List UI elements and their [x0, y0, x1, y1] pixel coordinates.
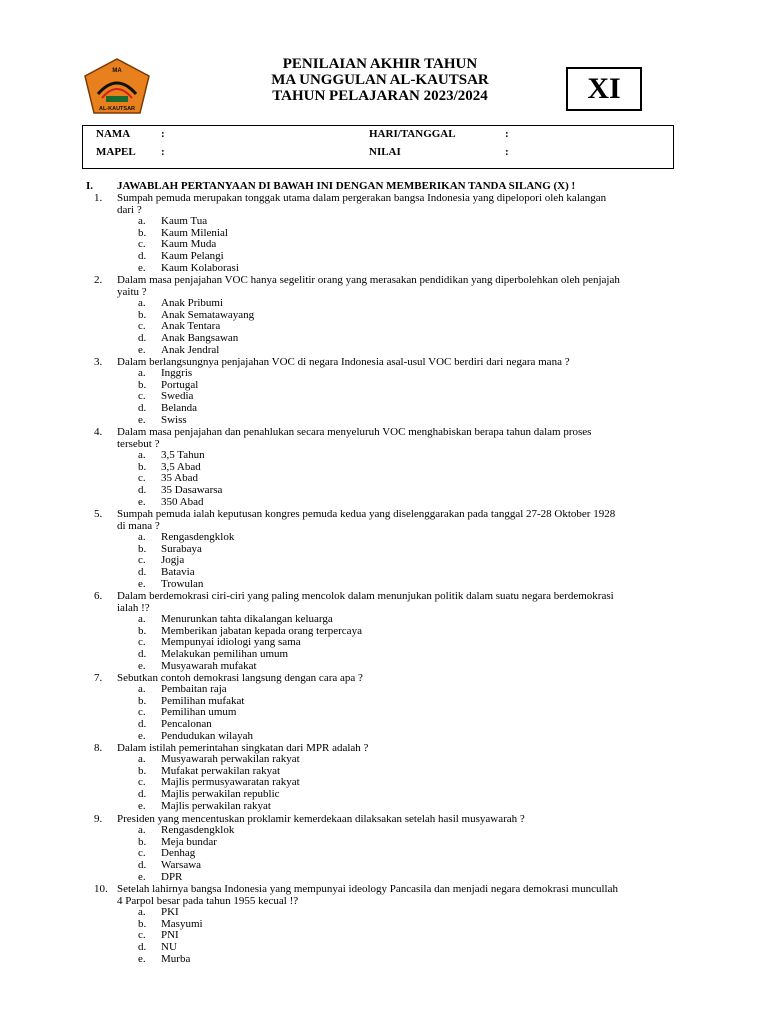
nilai-label: NILAI: [369, 146, 401, 158]
question-text-line: Sumpah pemuda ialah keputusan kongres pemuda kedua yang diselenggarakan pada tanggal 27-28 Oktober 1928: [117, 508, 616, 520]
option-letter: e.: [138, 413, 146, 426]
option-text: Belanda: [161, 402, 198, 415]
answer-option[interactable]: [94, 263, 694, 275]
option-text: Rengasdengklok: [161, 824, 235, 836]
question-item: [94, 590, 694, 672]
question-text: [117, 274, 694, 298]
option-letter: d.: [138, 941, 147, 954]
option-letter: b.: [138, 226, 147, 239]
answer-option[interactable]: [94, 860, 694, 872]
option-text: Mempunyai idiologi yang sama: [161, 636, 301, 649]
question-text-line: yaitu ?: [117, 286, 147, 298]
option-text: Warsawa: [161, 859, 202, 872]
question-text: [117, 192, 694, 216]
answer-option[interactable]: [94, 415, 694, 427]
section-instruction: JAWABLAH PERTANYAAN DI BAWAH INI DENGAN MEMBERIKAN TANDA SILANG (X) !: [117, 180, 576, 192]
option-letter: b.: [138, 460, 147, 473]
question-text-line: di mana ?: [117, 520, 160, 532]
question-text-line: Dalam berlangsungnya penjajahan VOC di negara Indonesia asal-usul VOC berdiri dari negara mana ?: [117, 356, 570, 368]
option-text: Anak Tentara: [161, 320, 221, 333]
title-line-1: PENILAIAN AKHIR TAHUN: [282, 56, 478, 72]
question-number: 3.: [94, 356, 103, 368]
option-letter: b.: [138, 542, 147, 555]
option-list: [94, 368, 694, 426]
option-text: 35 Abad: [161, 472, 198, 485]
option-letter: c.: [138, 847, 146, 860]
question-text-line: Setelah lahirnya bangsa Indonesia yang mempunyai ideology Pancasila dan menjadi negara demokrasi muncullah: [117, 883, 618, 895]
title-line-2: MA UNGGULAN AL-KAUTSAR: [271, 72, 489, 88]
school-logo: [84, 58, 150, 114]
answer-option[interactable]: [94, 661, 694, 673]
option-letter: d.: [138, 648, 147, 661]
option-text: Kaum Kolaborasi: [161, 261, 239, 274]
option-text: 35 Dasawarsa: [161, 484, 223, 497]
option-list: [94, 216, 694, 274]
option-text: Jogja: [161, 554, 185, 567]
option-letter: a.: [138, 906, 146, 918]
question-text-line: ialah !?: [117, 602, 150, 614]
option-text: 3,5 Tahun: [161, 449, 205, 461]
option-list: [94, 532, 694, 590]
question-number: 7.: [94, 672, 103, 684]
question-text-line: Dalam istilah pemerintahan singkatan dari MPR adalah ?: [117, 742, 369, 754]
option-letter: b.: [138, 378, 147, 391]
option-text: Kaum Muda: [161, 238, 217, 251]
question-number: 2.: [94, 274, 103, 286]
answer-option[interactable]: [94, 919, 694, 931]
option-letter: e.: [138, 495, 146, 508]
option-letter: b.: [138, 835, 147, 848]
option-text: PKI: [161, 906, 179, 918]
option-letter: d.: [138, 788, 147, 801]
option-text: Masyumi: [161, 917, 203, 930]
question-text: [117, 356, 694, 368]
option-letter: e.: [138, 952, 146, 965]
option-letter: e.: [138, 799, 146, 812]
question-number: 5.: [94, 508, 103, 520]
option-list: [94, 907, 694, 965]
option-letter: c.: [138, 706, 146, 719]
option-text: Portugal: [161, 378, 199, 391]
option-letter: a.: [138, 531, 146, 543]
option-text: Kaum Pelangi: [161, 250, 224, 263]
option-letter: c.: [138, 929, 146, 942]
option-letter: b.: [138, 624, 147, 637]
option-letter: e.: [138, 870, 146, 883]
mapel-label: MAPEL: [96, 146, 136, 158]
option-text: Memberikan jabatan kepada orang terpercaya: [161, 624, 362, 637]
question-text: [117, 883, 694, 907]
option-letter: a.: [138, 613, 146, 625]
option-text: DPR: [161, 870, 183, 883]
question-text-line: dari ?: [117, 204, 142, 216]
nama-colon: :: [161, 128, 165, 140]
option-text: Anak Bangsawan: [161, 332, 239, 345]
option-text: Denhag: [161, 847, 196, 860]
option-text: Musyawarah perwakilan rakyat: [161, 753, 300, 765]
question-item: [94, 356, 694, 426]
option-letter: c.: [138, 390, 146, 403]
answer-option[interactable]: [94, 872, 694, 884]
option-text: NU: [161, 941, 177, 954]
option-letter: c.: [138, 554, 146, 567]
option-letter: c.: [138, 776, 146, 789]
option-text: Meja bundar: [161, 835, 217, 848]
option-text: Pendudukan wilayah: [161, 729, 253, 742]
option-letter: a.: [138, 449, 146, 461]
option-letter: b.: [138, 764, 147, 777]
option-letter: a.: [138, 683, 146, 695]
option-list: [94, 754, 694, 812]
option-text: Melakukan pemilihan umum: [161, 648, 289, 661]
class-box: XI: [566, 67, 642, 111]
option-letter: e.: [138, 659, 146, 672]
option-letter: d.: [138, 566, 147, 579]
question-text-line: Dalam masa penjajahan dan penahlukan secara menyeluruh VOC menghabiskan berapa tahun dalam proses: [117, 426, 592, 438]
answer-option[interactable]: [94, 954, 694, 966]
option-list: [94, 450, 694, 508]
option-text: Kaum Milenial: [161, 226, 228, 239]
option-text: Anak Pribumi: [161, 297, 224, 309]
option-letter: d.: [138, 332, 147, 345]
question-number: 8.: [94, 742, 103, 754]
option-text: Mufakat perwakilan rakyat: [161, 764, 281, 777]
option-list: [94, 614, 694, 672]
option-text: Pemilihan umum: [161, 706, 237, 719]
option-letter: e.: [138, 577, 146, 590]
answer-option[interactable]: [94, 579, 694, 591]
question-item: [94, 426, 694, 508]
option-letter: c.: [138, 238, 146, 251]
option-text: Murba: [161, 952, 191, 965]
question-number: 6.: [94, 590, 103, 602]
option-text: Anak Jendral: [161, 343, 220, 356]
question-text-line: Presiden yang mencentuskan proklamir kemerdekaan dilaksakan setelah hasil musyawarah ?: [117, 813, 525, 825]
option-letter: a.: [138, 297, 146, 309]
answer-option[interactable]: [94, 801, 694, 813]
option-letter: c.: [138, 472, 146, 485]
option-letter: c.: [138, 636, 146, 649]
option-letter: e.: [138, 261, 146, 274]
option-letter: a.: [138, 215, 146, 227]
question-item: [94, 192, 694, 274]
question-number: 1.: [94, 192, 103, 204]
option-text: Swiss: [161, 413, 187, 426]
option-text: Menurunkan tahta dikalangan keluarga: [161, 613, 333, 625]
option-text: Kaum Tua: [161, 215, 208, 227]
question-number: 10.: [94, 883, 108, 895]
option-text: 350 Abad: [161, 495, 204, 508]
option-list: [94, 684, 694, 742]
question-text-line: Sebutkan contoh demokrasi langsung dengan cara apa ?: [117, 672, 363, 684]
option-letter: a.: [138, 824, 146, 836]
option-letter: b.: [138, 308, 147, 321]
question-number: 4.: [94, 426, 103, 438]
question-item: [94, 742, 694, 812]
answer-option[interactable]: [94, 345, 694, 357]
svg-text:MA: MA: [112, 68, 122, 74]
mapel-colon: :: [161, 146, 165, 158]
option-list: [94, 298, 694, 356]
question-text: [117, 590, 694, 614]
option-letter: e.: [138, 343, 146, 356]
question-item: [94, 672, 694, 742]
svg-text:AL-KAUTSAR: AL-KAUTSAR: [98, 106, 136, 112]
option-text: Majlis perwakilan rakyat: [161, 799, 271, 812]
option-list: [94, 825, 694, 883]
option-text: 3,5 Abad: [161, 460, 201, 473]
hari-tanggal-label: HARI/TANGGAL: [369, 128, 456, 140]
answer-option[interactable]: [94, 497, 694, 509]
option-text: Batavia: [161, 566, 195, 579]
option-text: Inggris: [161, 367, 193, 379]
option-letter: e.: [138, 729, 146, 742]
question-item: [94, 508, 694, 590]
option-text: Pemilihan mufakat: [161, 694, 245, 707]
option-text: Pencalonan: [161, 718, 212, 731]
option-letter: d.: [138, 250, 147, 263]
option-text: Anak Sematawayang: [161, 308, 255, 321]
question-text-line: 4 Parpol besar pada tahun 1955 kecual !?: [117, 895, 299, 907]
hari-tanggal-colon: :: [505, 128, 509, 140]
option-letter: d.: [138, 402, 147, 415]
answer-option[interactable]: [94, 731, 694, 743]
option-text: Pembaitan raja: [161, 683, 227, 695]
option-letter: b.: [138, 694, 147, 707]
option-letter: a.: [138, 367, 146, 379]
question-item: [94, 883, 694, 965]
option-letter: d.: [138, 859, 147, 872]
option-letter: b.: [138, 917, 147, 930]
question-number: 9.: [94, 813, 103, 825]
option-text: Trowulan: [161, 577, 204, 590]
answer-option[interactable]: [94, 930, 694, 942]
option-letter: d.: [138, 718, 147, 731]
option-text: Surabaya: [161, 542, 202, 555]
question-text-line: Dalam masa penjajahan VOC hanya segelitir orang yang merasakan pendidikan yang diperbolehkan oleh penjajah: [117, 274, 620, 286]
option-letter: a.: [138, 753, 146, 765]
question-text: [117, 508, 694, 532]
option-text: Majlis permusyawaratan rakyat: [161, 776, 300, 789]
identity-box: [82, 125, 674, 169]
option-text: Musyawarah mufakat: [161, 659, 257, 672]
option-letter: c.: [138, 320, 146, 333]
exam-title: [200, 56, 560, 104]
question-item: [94, 813, 694, 883]
title-line-3: TAHUN PELAJARAN 2023/2024: [272, 88, 488, 104]
question-text-line: Sumpah pemuda merupakan tonggak utama dalam pergerakan bangsa Indonesia yang dipelopori oleh kalangan: [117, 192, 607, 204]
section-number: I.: [86, 180, 94, 192]
question-text-line: Dalam berdemokrasi ciri-ciri yang paling mencolok dalam menunjukan politik dalam suatu negara berdemokrasi: [117, 590, 614, 602]
option-text: PNI: [161, 929, 179, 942]
question-item: [94, 274, 694, 356]
nilai-colon: :: [505, 146, 509, 158]
option-letter: d.: [138, 484, 147, 497]
option-text: Swedia: [161, 390, 194, 403]
option-text: Majlis perwakilan republic: [161, 788, 280, 801]
question-text: [117, 426, 694, 450]
question-text-line: tersebut ?: [117, 438, 160, 450]
nama-label: NAMA: [96, 128, 131, 140]
option-text: Rengasdengklok: [161, 531, 235, 543]
